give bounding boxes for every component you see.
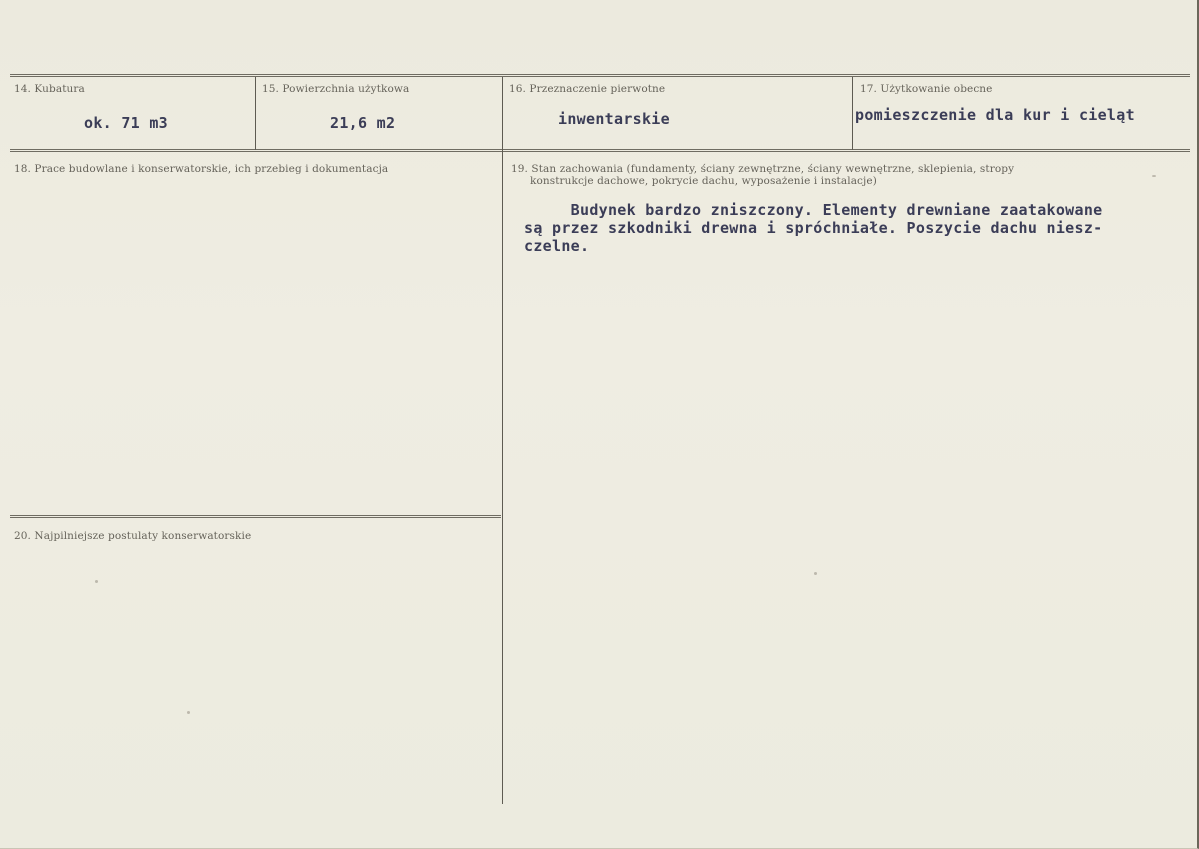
divider-14-15 <box>255 77 256 150</box>
section-18-bottom-rule <box>10 515 501 518</box>
stan-text-line2: są przez szkodniki drewna i spróchniałe. Poszycie dachu niesz- <box>524 219 1103 237</box>
uzytkowanie-value: pomieszczenie dla kur i cieląt <box>855 106 1135 124</box>
stan-label-line2: konstrukcje dachowe, pokrycie dachu, wyposażenie i instalacje) <box>530 175 877 187</box>
divider-15-16 <box>502 77 503 804</box>
przeznaczenie-label: 16. Przeznaczenie pierwotne <box>509 83 666 95</box>
paper-speck <box>95 580 98 583</box>
stan-text-line1: Budynek bardzo zniszczony. Elementy drewniane zaatakowane <box>524 201 1103 219</box>
stan-label-line1: 19. Stan zachowania (fundamenty, ściany zewnętrzne, ściany wewnętrzne, sklepienia, stropy <box>511 163 1015 175</box>
paper-speck <box>187 711 190 714</box>
kubatura-value: ok. 71 m3 <box>84 114 168 132</box>
powierzchnia-label: 15. Powierzchnia użytkowa <box>262 83 410 95</box>
paper-speck <box>814 572 817 575</box>
paper-speck <box>1152 175 1156 177</box>
stan-text-line3: czelne. <box>524 237 590 255</box>
powierzchnia-value: 21,6 m2 <box>330 114 396 132</box>
uzytkowanie-label: 17. Użytkowanie obecne <box>860 83 993 95</box>
postulaty-label: 20. Najpilniejsze postulaty konserwatorskie <box>14 530 252 542</box>
przeznaczenie-value: inwentarskie <box>558 110 670 128</box>
header-bottom-rule <box>10 149 1190 152</box>
divider-16-17 <box>852 77 853 150</box>
top-rule <box>10 74 1190 77</box>
prace-label: 18. Prace budowlane i konserwatorskie, ich przebieg i dokumentacja <box>14 163 389 175</box>
kubatura-label: 14. Kubatura <box>14 83 85 95</box>
